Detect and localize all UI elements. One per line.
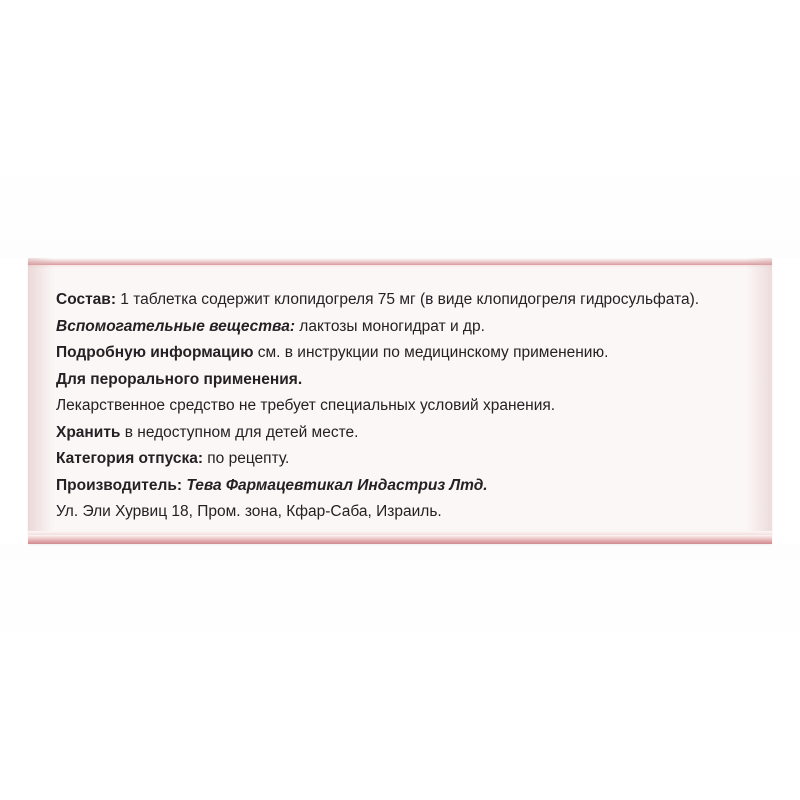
carton-right-shading	[746, 258, 772, 544]
label-line-more-info	[56, 341, 738, 365]
label-segment-dispensing-category-1: по рецепту.	[202, 450, 290, 468]
label-line-excipients	[56, 315, 738, 339]
medicine-carton	[28, 258, 772, 544]
label-segment-composition-1: 1 таблетка содержит клопидогреля 75 мг (в виде клопидогреля гидросульфата).	[115, 291, 700, 308]
label-line-manufacturer-address	[56, 500, 738, 524]
label-segment-keep-away-children-1: в недоступном для детей месте.	[120, 423, 359, 441]
label-line-oral-use	[56, 368, 738, 392]
carton-left-shading	[28, 258, 54, 544]
label-segment-excipients-1: лактозы моногидрат и др.	[295, 317, 485, 335]
background-lower	[0, 544, 800, 800]
label-line-keep-away-children	[56, 421, 738, 445]
label-line-storage-conditions	[56, 394, 738, 418]
carton-bottom-edge	[28, 535, 772, 544]
carton-top-edge	[28, 258, 772, 265]
label-line-composition	[56, 288, 738, 312]
carton-top-crease	[28, 265, 772, 268]
background-upper	[0, 0, 800, 258]
label-segment-more-info-1: см. в инструкции по медицинскому применению.	[253, 344, 609, 362]
label-segment-excipients-0: Вспомогательные вещества:	[56, 317, 295, 335]
label-segment-storage-conditions-0: Лекарственное средство не требует специальных условий хранения.	[56, 397, 556, 415]
carton-label-text	[56, 288, 738, 527]
label-segment-manufacturer-0: Производитель:	[56, 476, 183, 494]
label-segment-manufacturer-address-0: Ул. Эли Хурвиц 18, Пром. зона, Кфар-Саба, Израиль.	[56, 503, 442, 521]
label-segment-manufacturer-1: Тева Фармацевтикал Индастриз Лтд.	[182, 476, 488, 494]
label-segment-more-info-0: Подробную информацию	[56, 344, 254, 362]
label-segment-dispensing-category-0: Категория отпуска:	[56, 450, 203, 468]
label-segment-keep-away-children-0: Хранить	[56, 423, 121, 441]
label-segment-oral-use-0: Для перорального применения.	[56, 370, 303, 388]
label-segment-composition-0: Состав:	[56, 291, 116, 308]
label-line-manufacturer	[56, 474, 738, 498]
label-line-dispensing-category	[56, 447, 738, 471]
